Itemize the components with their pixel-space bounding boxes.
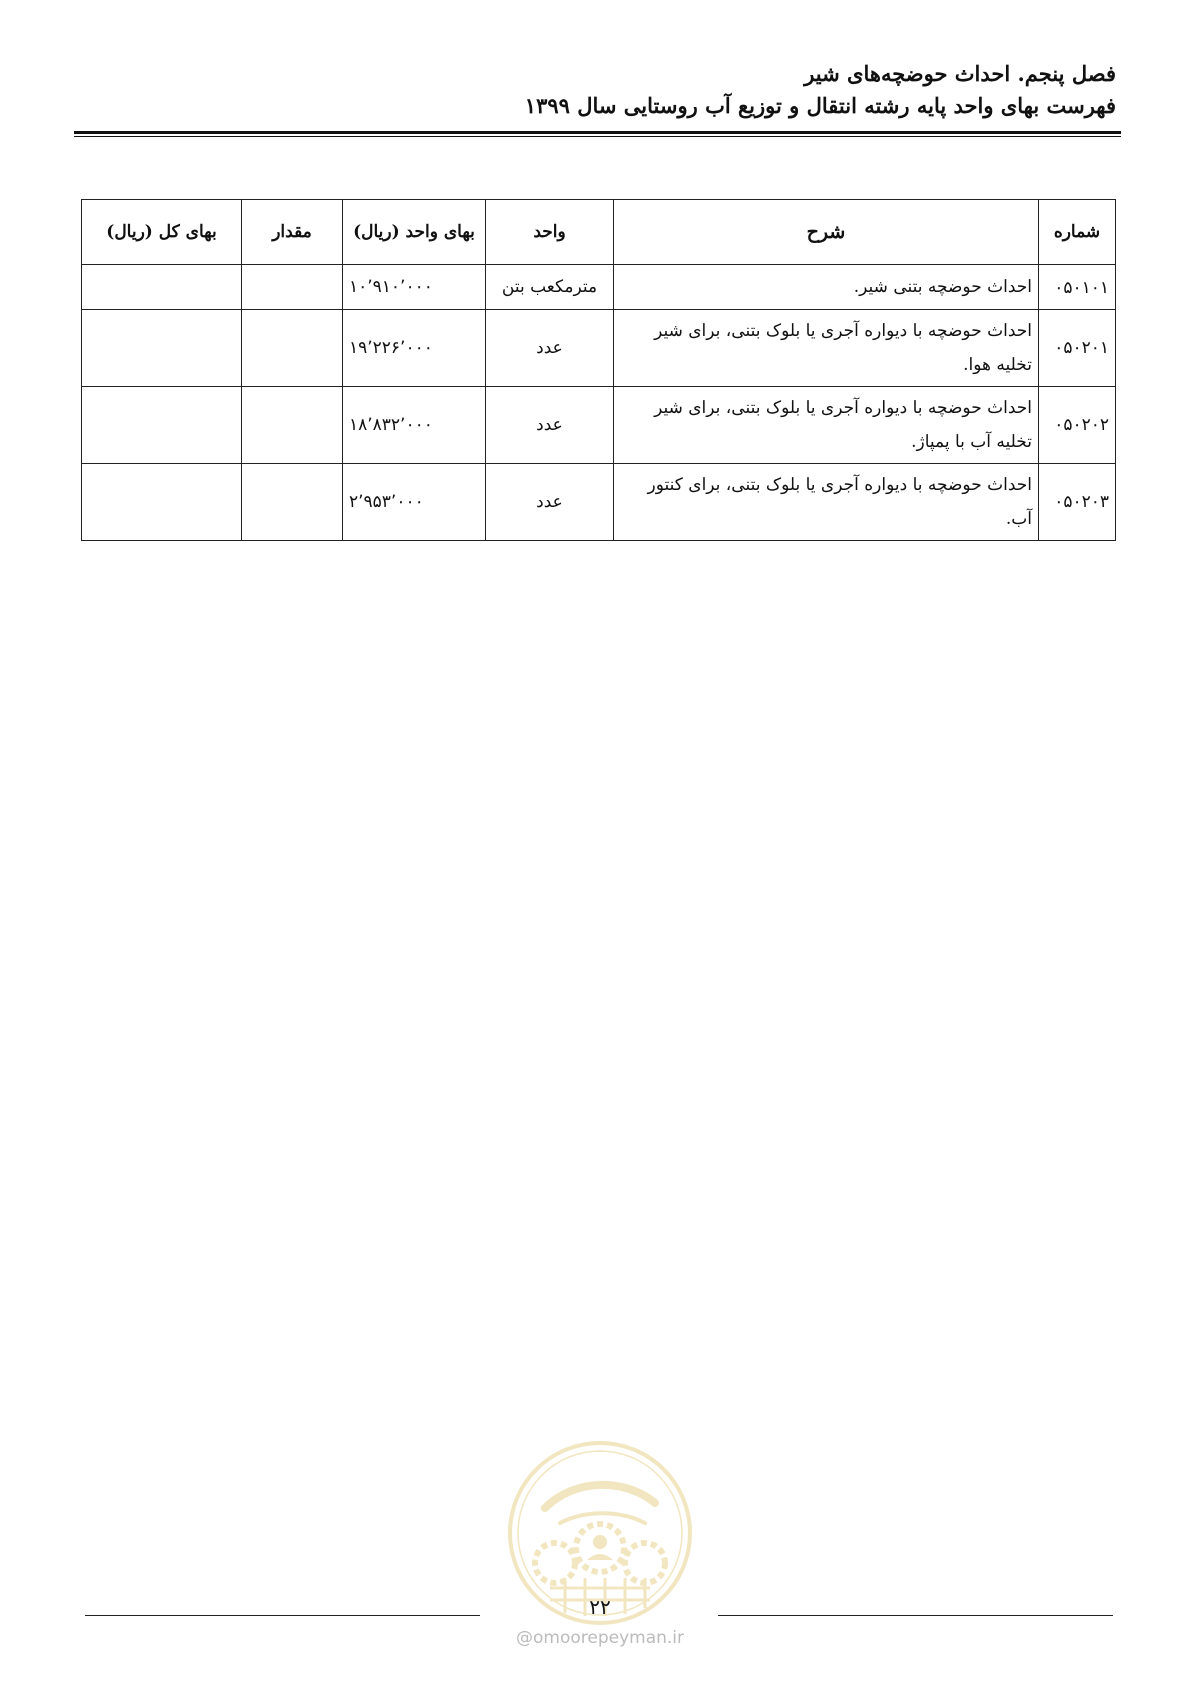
list-title: فهرست بهای واحد پایه رشته انتقال و توزیع آب روستایی سال ۱۳۹۹ <box>524 93 1116 118</box>
row-unit: عدد <box>486 387 614 464</box>
row-quantity <box>242 464 343 541</box>
row-code: ۰۵۰۱۰۱ <box>1039 265 1116 310</box>
row-total-price <box>82 387 242 464</box>
row-total-price <box>82 464 242 541</box>
table-row <box>82 265 1116 310</box>
table-row <box>82 310 1116 387</box>
row-unit-price: ۲٬۹۵۳٬۰۰۰ <box>343 464 486 541</box>
header-code: شماره <box>1039 200 1116 265</box>
row-quantity <box>242 265 343 310</box>
row-unit: عدد <box>486 464 614 541</box>
footer-rule-left <box>85 1615 480 1616</box>
chapter-title: فصل پنجم. احداث حوضچه‌های شیر <box>804 61 1116 86</box>
header-rule-thick <box>74 131 1121 134</box>
header-unit-price: بهای واحد (ریال) <box>343 200 486 265</box>
row-total-price <box>82 265 242 310</box>
row-unit: مترمکعب بتن <box>486 265 614 310</box>
row-total-price <box>82 310 242 387</box>
row-unit: عدد <box>486 310 614 387</box>
table-row <box>82 387 1116 464</box>
row-code: ۰۵۰۲۰۲ <box>1039 387 1116 464</box>
row-quantity <box>242 387 343 464</box>
footer-rule-right <box>718 1615 1113 1616</box>
row-unit-price: ۱۹٬۲۲۶٬۰۰۰ <box>343 310 486 387</box>
page-number: ۲۲ <box>589 1595 611 1619</box>
row-quantity <box>242 310 343 387</box>
header-total-price: بهای کل (ریال) <box>82 200 242 265</box>
page-header <box>75 58 1116 122</box>
row-description: احداث حوضچه بتنی شیر. <box>614 265 1039 310</box>
price-table <box>81 199 1116 541</box>
row-description: احداث حوضچه با دیواره آجری یا بلوک بتنی، برای کنتور آب. <box>614 464 1039 541</box>
row-unit-price: ۱۸٬۸۳۲٬۰۰۰ <box>343 387 486 464</box>
header-description: شرح <box>614 200 1039 265</box>
header-rule-thin <box>74 136 1121 137</box>
table-row <box>82 464 1116 541</box>
row-description: احداث حوضچه با دیواره آجری یا بلوک بتنی، برای شیر تخلیه آب با پمپاژ. <box>614 387 1039 464</box>
row-code: ۰۵۰۲۰۱ <box>1039 310 1116 387</box>
website-watermark: @omoorepeyman.ir <box>515 1628 685 1648</box>
table-header-row <box>82 200 1116 265</box>
header-quantity: مقدار <box>242 200 343 265</box>
row-unit-price: ۱۰٬۹۱۰٬۰۰۰ <box>343 265 486 310</box>
row-code: ۰۵۰۲۰۳ <box>1039 464 1116 541</box>
row-description: احداث حوضچه با دیواره آجری یا بلوک بتنی، برای شیر تخلیه هوا. <box>614 310 1039 387</box>
header-unit: واحد <box>486 200 614 265</box>
